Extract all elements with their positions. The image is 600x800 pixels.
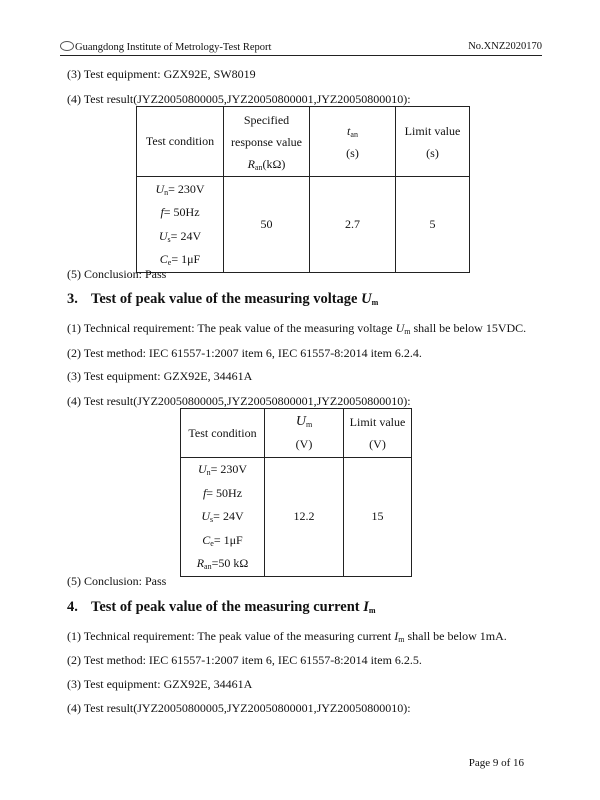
header-org: Guangdong Institute of Metrology-Test Report	[75, 42, 272, 53]
sec3-value-limit: 15	[344, 458, 412, 577]
sec3-result: (4) Test result(JYZ20050800005,JYZ20050800001,JYZ20050800010):	[67, 394, 411, 408]
sec2-h-spec: Specified response value $R_{an}(k\Omega)$	[224, 107, 310, 177]
sec3-requirement: (1) Technical requirement: The peak value of the measuring voltage $U_m$ shall be below 15VDC.	[67, 321, 527, 336]
header-doc-number: No.XNZ2020170	[468, 41, 542, 52]
sec2-value-spec: 50	[224, 177, 310, 273]
sec2-result: (4) Test result(JYZ20050800005,JYZ20050800001,JYZ20050800010):	[67, 92, 411, 106]
sec3-method: (2) Test method: IEC 61557-1:2007 item 6, IEC 61557-8:2014 item 6.2.4.	[67, 346, 422, 360]
sec2-value-limit: 5	[396, 177, 470, 273]
sec2-value-t: 2.7	[310, 177, 396, 273]
sec2-equipment: (3) Test equipment: GZX92E, SW8019	[67, 67, 256, 81]
sec4-requirement: (1) Technical requirement: The peak value of the measuring current $I_m$ shall be below 1mA.	[67, 629, 507, 644]
sec2-h-condition: Test condition	[137, 107, 224, 177]
sec3-h-limit: Limit value (V)	[344, 409, 412, 458]
sec4-heading: 4. Test of peak value of the measuring current $I_m$	[67, 599, 376, 615]
page-number: Page 9 of 16	[468, 757, 524, 769]
sec4-method: (2) Test method: IEC 61557-1:2007 item 6, IEC 61557-8:2014 item 6.2.5.	[67, 653, 422, 667]
sec3-h-u: $U_m$ (V)	[265, 409, 344, 458]
sec3-heading: 3. Test of peak value of the measuring voltage $U_m$	[67, 291, 379, 307]
sec2-condition-cell: $U_n= 230V$ f= 50Hz $U_s= 24V$ $C_e= 1\mu F$	[137, 177, 224, 273]
sec4-equipment: (3) Test equipment: GZX92E, 34461A	[67, 677, 253, 691]
sec2-result-table	[136, 106, 470, 273]
page-header	[60, 41, 542, 56]
sec3-h-condition: Test condition	[181, 409, 265, 458]
sec2-h-limit: Limit value (s)	[396, 107, 470, 177]
sec3-condition-cell: $U_n= 230V$ f= 50Hz $U_s= 24V$ $C_e= 1\mu F$ $R_{an}=50$ kΩ	[181, 458, 265, 577]
sec2-h-t: $t_{an}$ (s)	[310, 107, 396, 177]
institute-logo-icon	[60, 41, 74, 51]
sec4-result: (4) Test result(JYZ20050800005,JYZ20050800001,JYZ20050800010):	[67, 701, 411, 715]
sec3-result-table	[180, 408, 412, 577]
sec3-value-u: 12.2	[265, 458, 344, 577]
sec2-conclusion: (5) Conclusion: Pass	[67, 267, 167, 281]
sec3-conclusion: (5) Conclusion: Pass	[67, 574, 167, 588]
sec3-equipment: (3) Test equipment: GZX92E, 34461A	[67, 369, 253, 383]
